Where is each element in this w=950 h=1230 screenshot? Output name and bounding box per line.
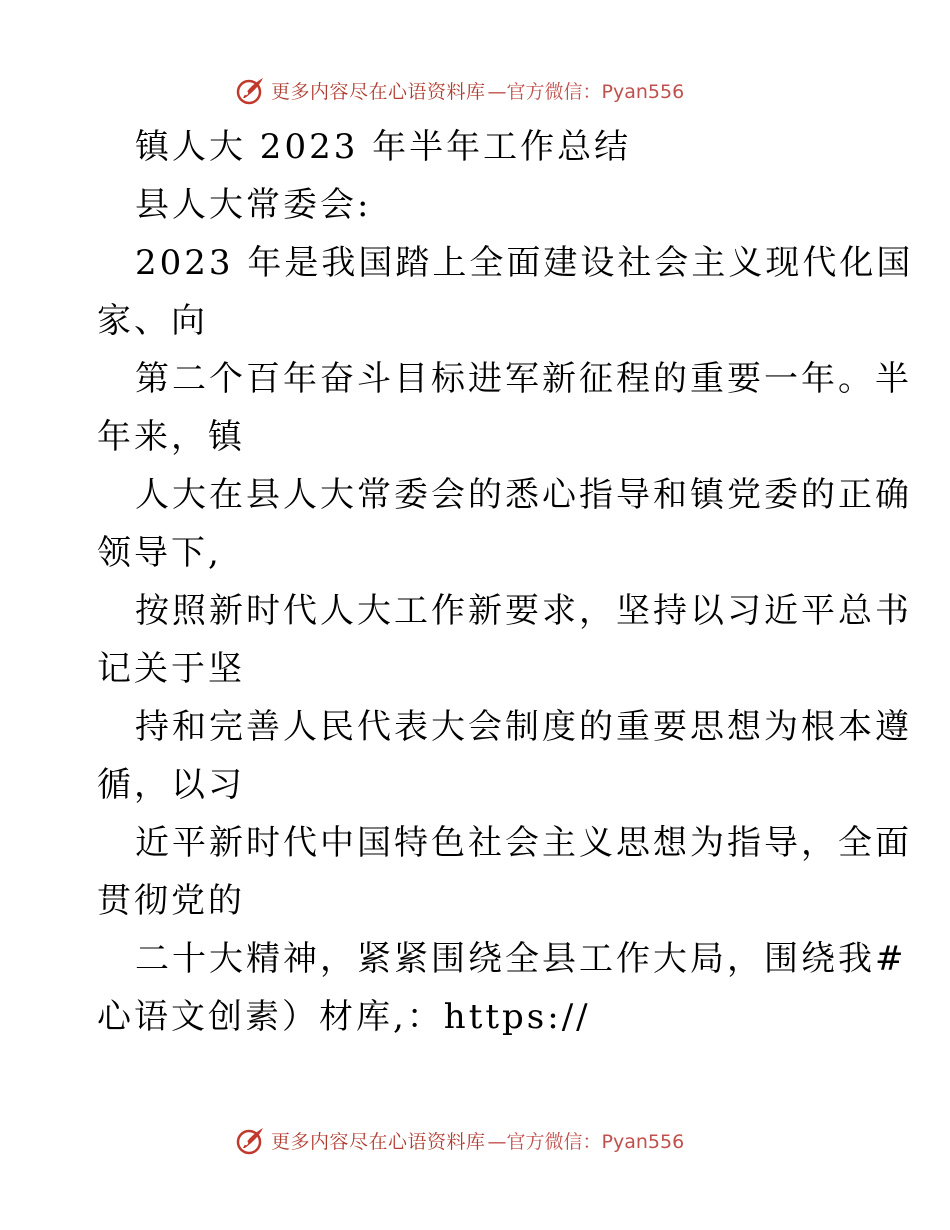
document-body — [97, 118, 914, 1046]
text-line: 第二个百年奋斗目标进军新征程的重要一年。半 — [135, 359, 912, 399]
text-line: 循，以习 — [97, 765, 245, 805]
text-line: 记关于坚 — [97, 649, 245, 689]
text-line: 年来，镇 — [97, 417, 245, 457]
header-contact-text: —官方微信：Pyan556 — [487, 80, 685, 103]
text-line: 县人大常委会: — [135, 185, 372, 225]
document-title: 镇人大 2023 年半年工作总结 — [135, 127, 632, 167]
text-line: 人大在县人大常委会的悉心指导和镇党委的正确 — [135, 475, 912, 515]
header-brand-text: 更多内容尽在心语资料库 — [271, 80, 486, 103]
text-line: 近平新时代中国特色社会主义思想为指导，全面 — [135, 823, 912, 863]
footer-contact-text: —官方微信：Pyan556 — [487, 1130, 685, 1153]
text-line: 贯彻党的 — [97, 881, 245, 921]
footer-watermark-banner — [235, 1122, 715, 1158]
quill-logo-icon — [235, 1124, 267, 1156]
header-watermark-banner — [235, 72, 715, 108]
text-line: 二十大精神，紧紧围绕全县工作大局，围绕我# — [135, 939, 907, 979]
text-line: 心语文创素）材库,：https:// — [97, 997, 591, 1037]
text-line: 家、向 — [97, 301, 208, 341]
footer-brand-text: 更多内容尽在心语资料库 — [271, 1130, 486, 1153]
quill-logo-icon — [235, 74, 267, 106]
text-line: 2023 年是我国踏上全面建设社会主义现代化国 — [135, 243, 914, 283]
text-line: 持和完善人民代表大会制度的重要思想为根本遵 — [135, 707, 912, 747]
text-line: 领导下, — [97, 533, 222, 573]
text-line: 按照新时代人大工作新要求，坚持以习近平总书 — [135, 591, 912, 631]
